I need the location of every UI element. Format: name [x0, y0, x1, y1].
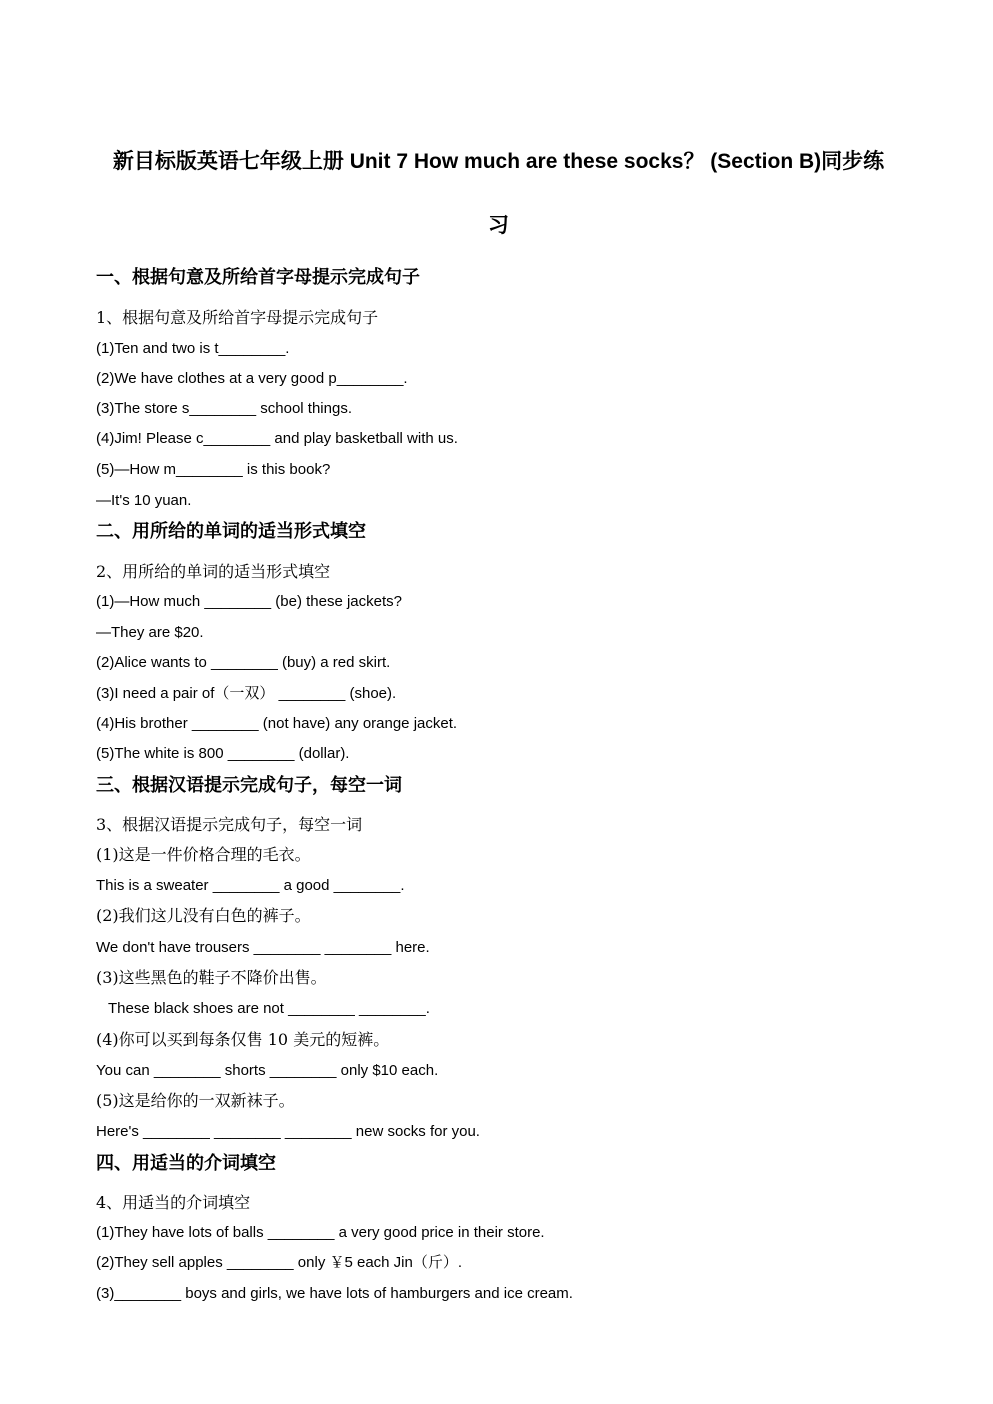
exercise-line: You can ________ shorts ________ only $10 each. — [96, 1062, 439, 1079]
question-prompt: 1、根据句意及所给首字母提示完成句子 — [96, 308, 379, 327]
exercise-line: This is a sweater ________ a good ________. — [96, 877, 405, 894]
question-prompt: 3、根据汉语提示完成句子，每空一词 — [96, 815, 363, 834]
section-heading: 四、用适当的介词填空 — [96, 1153, 276, 1174]
exercise-line: (1)这是一件价格合理的毛衣。 — [96, 845, 311, 864]
exercise-line: (1)—How much ________ (be) these jackets? — [96, 593, 402, 610]
exercise-line: Here's ________ ________ ________ new socks for you. — [96, 1123, 480, 1140]
exercise-line: (3)I need a pair of（一双） ________ (shoe). — [96, 685, 397, 702]
exercise-line: These black shoes are not ________ ________. — [108, 1000, 430, 1017]
exercise-line: —They are $20. — [96, 624, 204, 641]
exercise-line: We don't have trousers ________ ________ here. — [96, 939, 430, 956]
section-heading: 三、根据汉语提示完成句子，每空一词 — [96, 775, 402, 796]
exercise-line: (2)They sell apples ________ only ￥5 each Jin（斤）. — [96, 1254, 463, 1271]
section-heading: 二、用所给的单词的适当形式填空 — [96, 521, 366, 542]
exercise-line: (4)你可以买到每条仅售 10 美元的短裤。 — [96, 1030, 390, 1049]
exercise-line: (5)The white is 800 ________ (dollar). — [96, 745, 350, 762]
question-prompt: 2、用所给的单词的适当形式填空 — [96, 562, 331, 581]
exercise-line: (4)Jim! Please c________ and play basketball with us. — [96, 430, 458, 447]
exercise-line: —It's 10 yuan. — [96, 492, 192, 509]
section-heading: 一、根据句意及所给首字母提示完成句子 — [96, 267, 420, 288]
exercise-line: (5)—How m________ is this book? — [96, 461, 331, 478]
question-prompt: 4、用适当的介词填空 — [96, 1193, 251, 1212]
exercise-line: (4)His brother ________ (not have) any orange jacket. — [96, 715, 458, 732]
exercise-line: (1)They have lots of balls ________ a very good price in their store. — [96, 1224, 545, 1241]
page-title: 新目标版英语七年级上册 Unit 7 How much are these socks？ (Section B)同步练 — [112, 150, 885, 173]
page-title-continued: 习 — [488, 213, 509, 237]
exercise-line: (3)________ boys and girls, we have lots of hamburgers and ice cream. — [96, 1285, 573, 1302]
exercise-line: (2)Alice wants to ________ (buy) a red skirt. — [96, 654, 391, 671]
exercise-line: (2)We have clothes at a very good p________. — [96, 370, 408, 387]
exercise-line: (3)这些黑色的鞋子不降价出售。 — [96, 968, 327, 987]
exercise-line: (3)The store s________ school things. — [96, 400, 352, 417]
exercise-line: (5)这是给你的一双新袜子。 — [96, 1091, 295, 1110]
exercise-line: (1)Ten and two is t________. — [96, 340, 290, 357]
exercise-line: (2)我们这儿没有白色的裤子。 — [96, 906, 311, 925]
